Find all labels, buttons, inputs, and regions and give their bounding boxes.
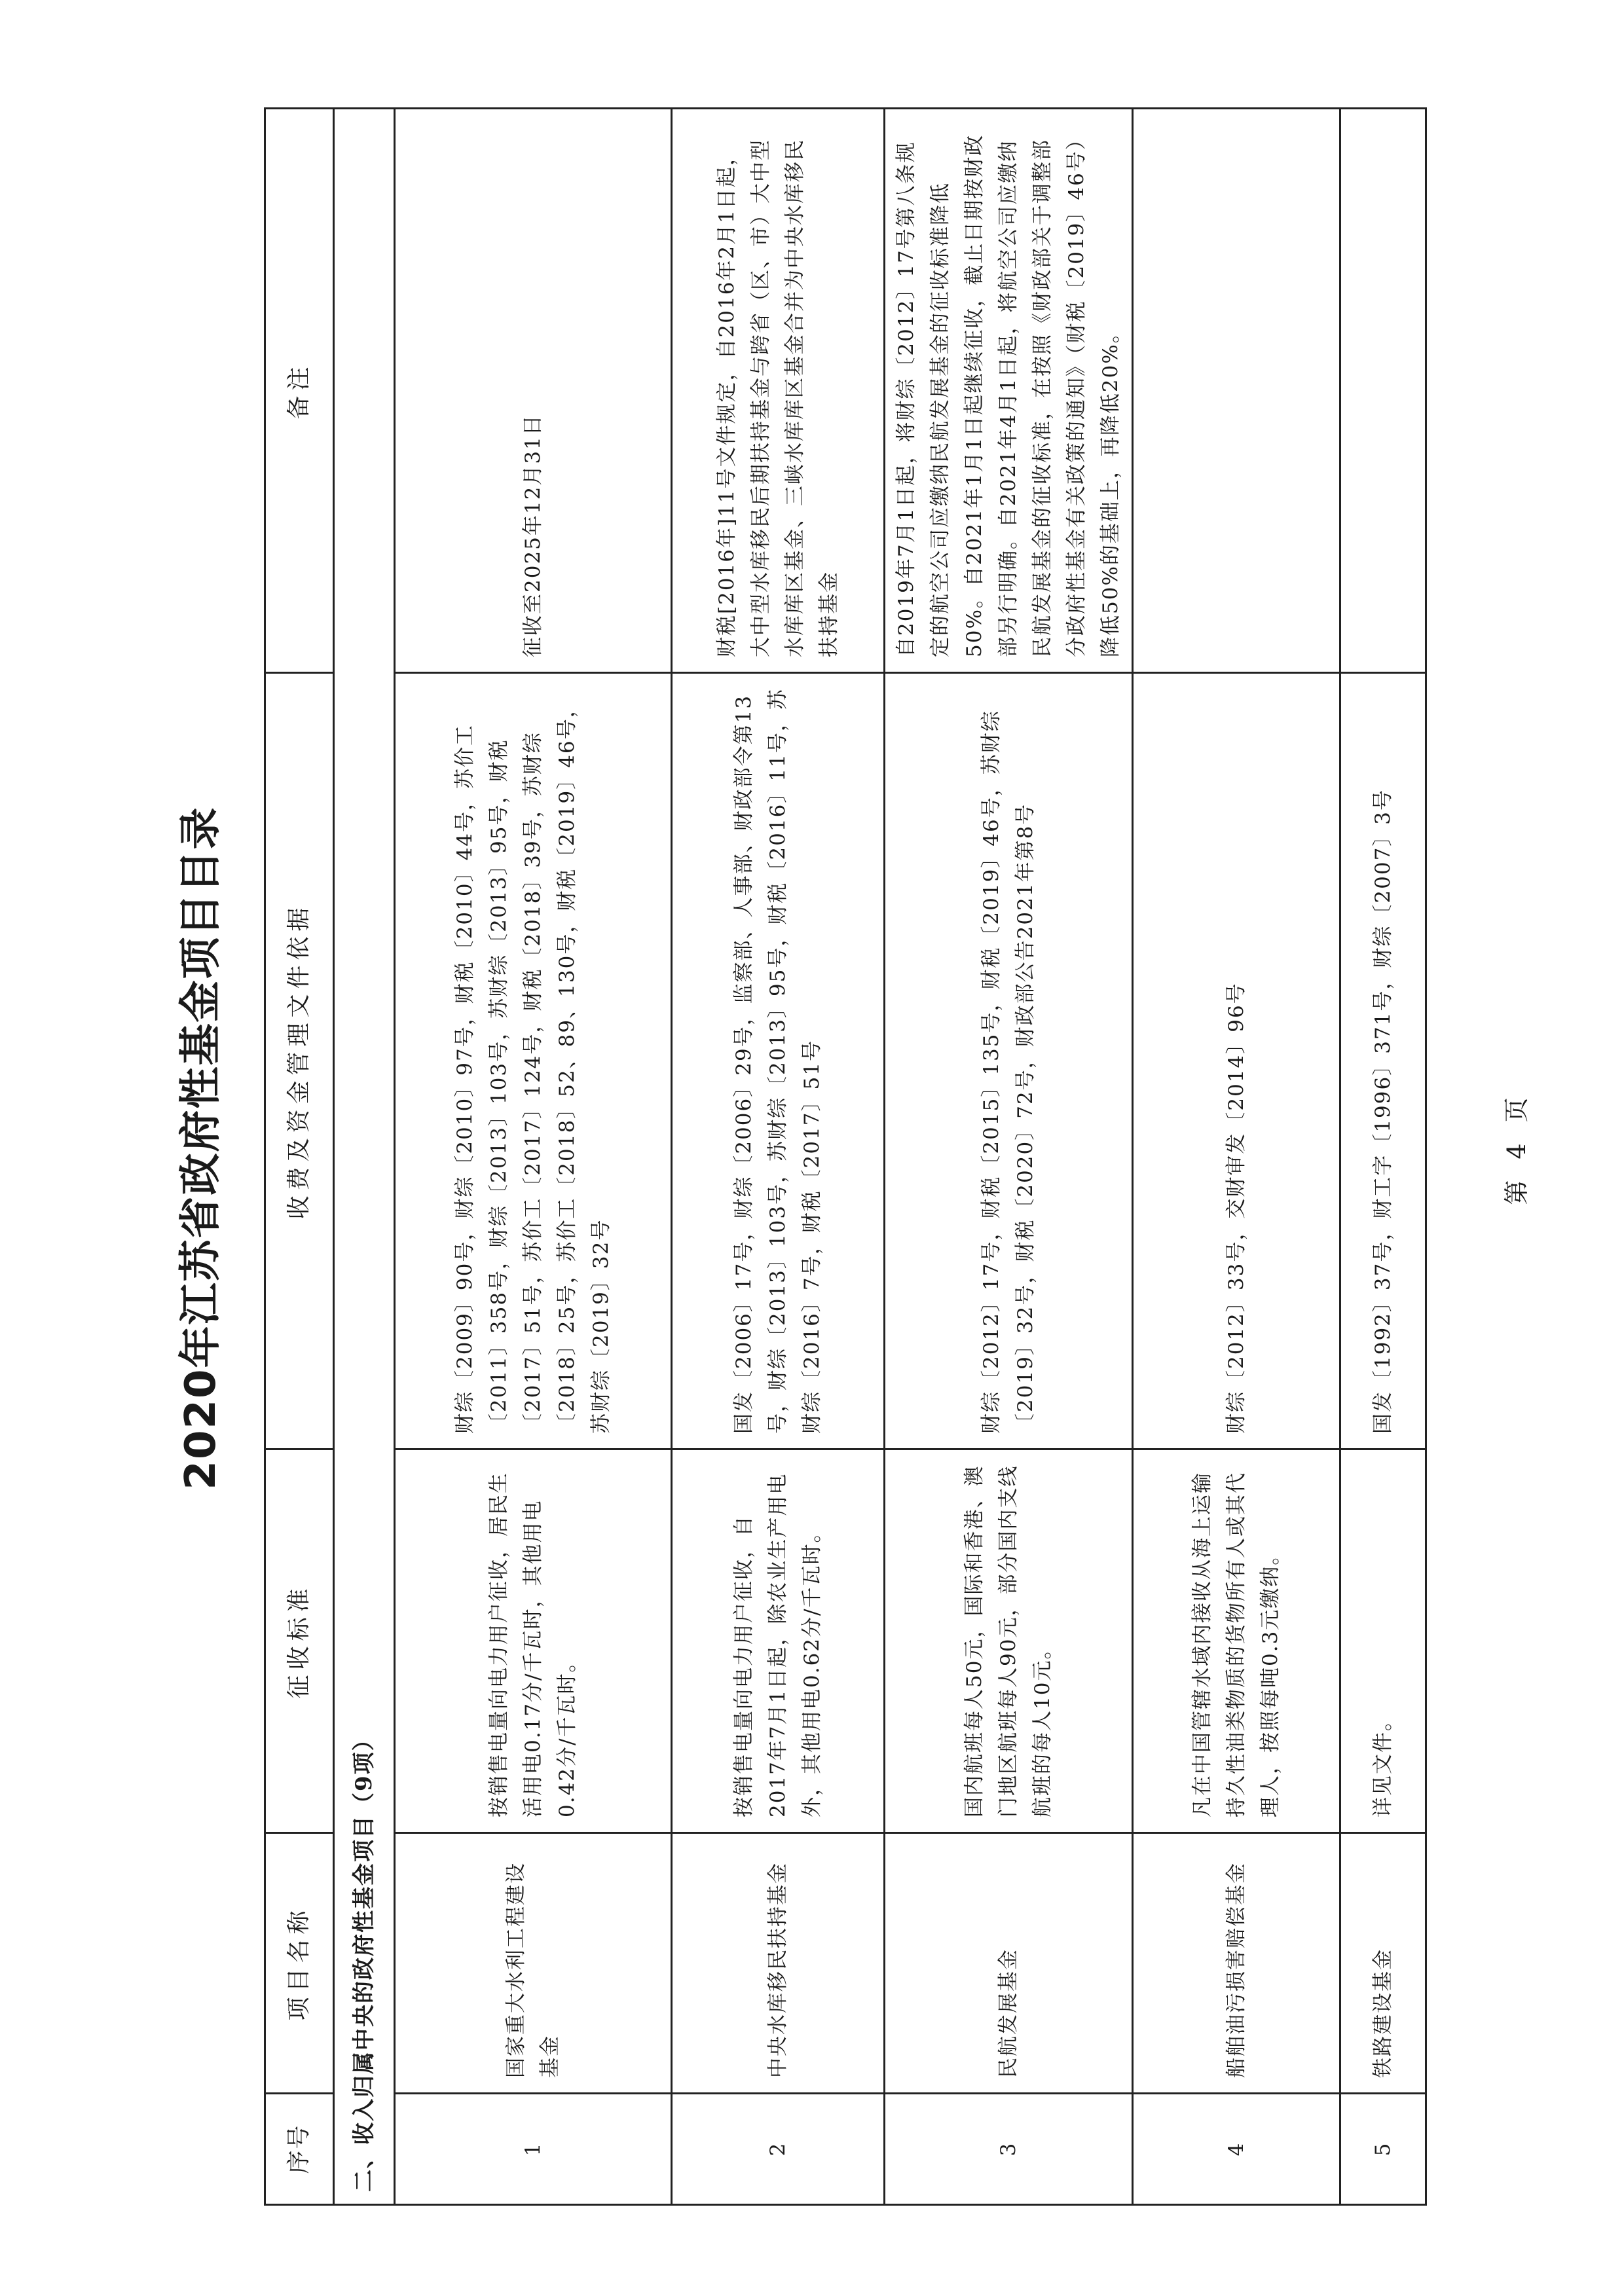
table-row [1133, 109, 1340, 2205]
header-name: 项目名称 [265, 1833, 334, 2094]
row-name: 铁路建设基金 [1340, 1833, 1426, 2094]
header-standard: 征收标准 [265, 1449, 334, 1833]
row-name: 国家重大水利工程建设基金 [395, 1833, 672, 2094]
row-remark: 自2019年7月1日起，将财综〔2012〕17号第八条规定的航空公司应缴纳民航发展基金的征收标准降低50%。自2021年1月1日起继续征收，截止日期按财政部另行明确。自2021年4月1日起，将航空公司应缴纳民航发展基金的征收标准，在按照《财政部关于调整部分政府性基金有关政策的通知》（财税〔2019〕46号）降低50%的基础上，再降低20%。 [885, 109, 1133, 673]
page-number: 第 4 页 [1502, 1091, 1531, 1205]
section-title: 二、收入归属中央的政府性基金项目（9项） [334, 109, 395, 2205]
row-standard: 凡在中国管辖水域内接收从海上运输持久性油类物质的货物所有人或其代理人，按照每吨0.3元缴纳。 [1133, 1449, 1340, 1833]
row-remark: 征收至2025年12月31日 [395, 109, 672, 673]
table-header-row [265, 109, 334, 2205]
row-standard: 按销售电量向电力用户征收，自2017年7月1日起，除农业生产用电外，其他用电0.62分/千瓦时。 [672, 1449, 885, 1833]
row-seq: 5 [1340, 2094, 1426, 2205]
row-name: 民航发展基金 [885, 1833, 1133, 2094]
row-standard: 国内航班每人50元，国际和香港、澳门地区航班每人90元，部分国内支线航班的每人10元。 [885, 1449, 1133, 1833]
header-seq: 序号 [265, 2094, 334, 2205]
table-row [672, 109, 885, 2205]
row-basis: 国发〔2006〕17号，财综〔2006〕29号，监察部、人事部、财政部令第13号，财综〔2013〕103号，苏财综〔2013〕95号，财税〔2016〕11号，苏财综〔2016〕7号，财税〔2017〕51号 [672, 673, 885, 1449]
table-row [1340, 109, 1426, 2205]
row-remark [1133, 109, 1340, 673]
fund-catalog-table [264, 107, 1427, 2206]
row-name: 中央水库移民扶持基金 [672, 1833, 885, 2094]
row-basis: 财综〔2012〕33号，交财审发〔2014〕96号 [1133, 673, 1340, 1449]
row-basis: 国发〔1992〕37号，财工字〔1996〕371号，财综〔2007〕3号 [1340, 673, 1426, 1449]
row-seq: 4 [1133, 2094, 1340, 2205]
row-name: 船舶油污损害赔偿基金 [1133, 1833, 1340, 2094]
row-remark [1340, 109, 1426, 673]
row-seq: 1 [395, 2094, 672, 2205]
row-basis: 财综〔2012〕17号，财税〔2015〕135号，财税〔2019〕46号，苏财综〔2019〕32号，财税〔2020〕72号，财政部公告2021年第8号 [885, 673, 1133, 1449]
header-basis: 收费及资金管理文件依据 [265, 673, 334, 1449]
row-remark: 财税[2016年]11号文件规定，自2016年2月1日起，大中型水库移民后期扶持基金与跨省（区、市）大中型水库库区基金、三峡水库库区基金合并为中央水库移民扶持基金 [672, 109, 885, 673]
document-title: 2020年江苏省政府性基金项目目录 [177, 806, 225, 1490]
table-row [395, 109, 672, 2205]
row-seq: 2 [672, 2094, 885, 2205]
table-row [885, 109, 1133, 2205]
header-remark: 备注 [265, 109, 334, 673]
row-basis: 财综〔2009〕90号，财综〔2010〕97号，财税〔2010〕44号，苏价工〔2011〕358号，财综〔2013〕103号，苏财综〔2013〕95号，财税〔2017〕51号，苏价工〔2017〕124号，财税〔2018〕39号，苏财综〔2018〕25号，苏价工〔2018〕52、89、130号，财税〔2019〕46号，苏财综〔2019〕32号 [395, 673, 672, 1449]
row-seq: 3 [885, 2094, 1133, 2205]
section-row [334, 109, 395, 2205]
row-standard: 按销售电量向电力用户征收，居民生活用电0.17分/千瓦时，其他用电0.42分/千瓦时。 [395, 1449, 672, 1833]
row-standard: 详见文件。 [1340, 1449, 1426, 1833]
